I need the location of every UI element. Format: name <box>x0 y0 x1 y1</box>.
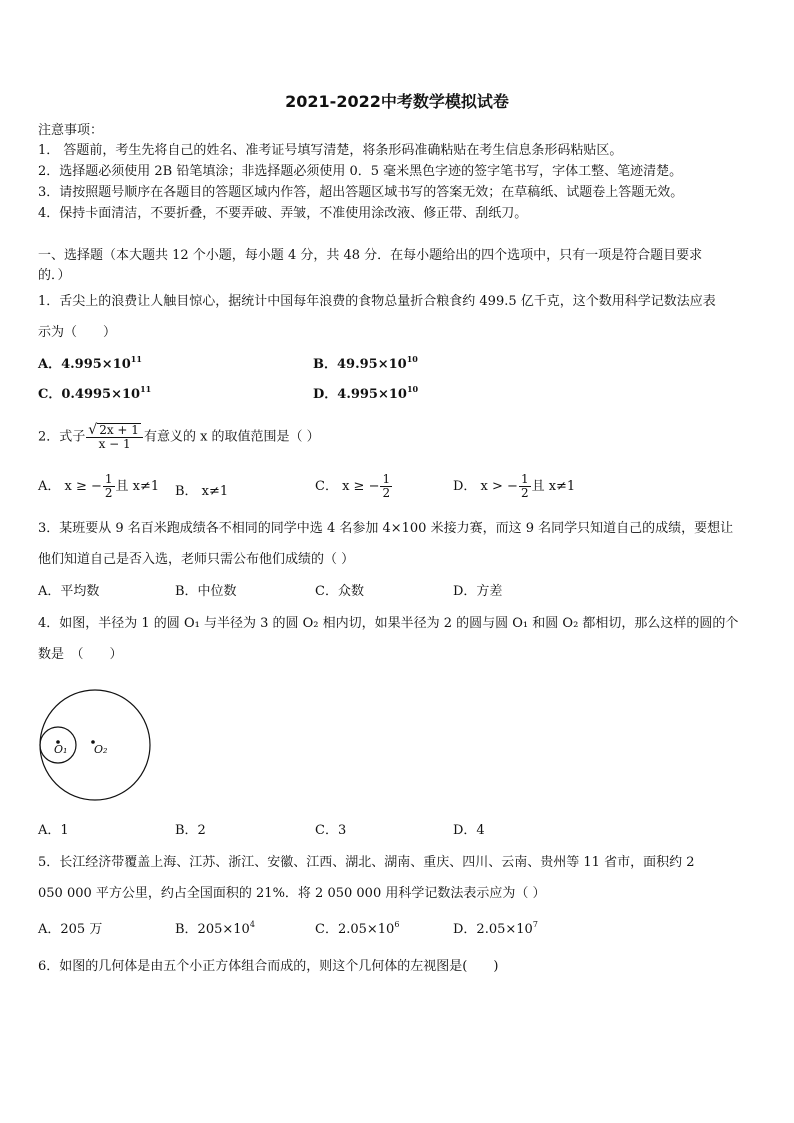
notice-item: 4．保持卡面清洁，不要折叠，不要弄破、弄皱，不准使用涂改液、修正带、刮纸刀。 <box>38 206 528 221</box>
q1-option-a[interactable]: A．$4.995\times 10^{11}$ <box>38 354 142 372</box>
notice-item: 1． 答题前，考生先将自己的姓名、准考证号填写清楚，将条形码准确粘贴在考生信息条形码粘贴区。 <box>38 143 623 158</box>
section-heading: 一、选择题（本大题共 12 个小题，每小题 4 分，共 48 分．在每小题给出的四个选项中，只有一项是符合题目要求 <box>38 248 703 263</box>
question-5-stem: 5．长江经济带覆盖上海、江苏、浙江、安徽、江西、湖北、湖南、重庆、四川、云南、贵州等 11 省市，面积约 2 <box>38 855 695 870</box>
q2-option-d[interactable]: D． x > − $\frac{1}{2}$ 且 x≠1 <box>453 472 576 500</box>
notice-item: 2．选择题必须使用 2B 铅笔填涂；非选择题必须使用 0．5 毫米黑色字迹的签字笔书写，字体工整、笔迹清楚。 <box>38 164 683 179</box>
q5-option-c[interactable]: C．$2.05\times 10^6$ <box>315 920 400 937</box>
q2-option-b[interactable]: B． x≠1 <box>175 484 229 499</box>
question-3-stem: 3．某班要从 9 名百米跑成绩各不相同的同学中选 4 名参加 4×100 米接力赛，而这 9 名同学只知道自己的成绩，要想让 <box>38 521 734 536</box>
q3-option-c[interactable]: C．众数 <box>315 584 364 599</box>
q2-option-a[interactable]: A． x ≥ − $\frac{1}{2}$ 且 x≠1 <box>38 472 160 500</box>
notice-heading: 注意事项： <box>38 123 104 138</box>
page-title: 2021-2022中考数学模拟试卷 <box>285 92 509 111</box>
q4-option-d[interactable]: D．4 <box>453 823 485 838</box>
section-heading-cont: 的．） <box>38 268 71 283</box>
question-1-stem-cont: 示为（ ） <box>38 325 117 340</box>
q4-option-c[interactable]: C．3 <box>315 823 347 838</box>
label-o1: O₁ <box>54 743 68 756</box>
question-6-stem: 6．如图的几何体是由五个小正方体组合而成的，则这个几何体的左视图是( ) <box>38 959 499 974</box>
q5-option-b[interactable]: B．$205\times 10^4$ <box>175 920 255 937</box>
q2-option-c[interactable]: C． x ≥ − $\frac{1}{2}$ <box>315 472 391 500</box>
q1-option-c[interactable]: C．$0.4995\times 10^{11}$ <box>38 384 152 402</box>
question-3-stem-cont: 他们知道自己是否入选，老师只需公布他们成绩的（ ） <box>38 552 355 567</box>
question-1-stem: 1．舌尖上的浪费让人触目惊心，据统计中国每年浪费的食物总量折合粮食约 499.5 亿千克，这个数用科学记数法应表 <box>38 294 716 309</box>
question-4-stem-cont: 数是 （ ） <box>38 647 123 662</box>
question-2-stem: 2．式子 $\frac{√ 2x + 1}{x - 1}$ 有意义的 x 的取值范围是（ ） <box>38 422 320 451</box>
question-4-stem: 4．如图，半径为 1 的圆 O₁ 与半径为 3 的圆 O₂ 相内切，如果半径为 2 的圆与圆 O₁ 和圆 O₂ 都相切，那么这样的圆的个 <box>38 616 739 631</box>
notice-item: 3．请按照题号顺序在各题目的答题区域内作答，超出答题区域书写的答案无效；在草稿纸、试题卷上答题无效。 <box>38 185 684 200</box>
q5-option-a[interactable]: A．205 万 <box>38 922 103 937</box>
q1-option-d[interactable]: D．$4.995\times 10^{10}$ <box>313 384 419 402</box>
q3-option-d[interactable]: D．方差 <box>453 584 503 599</box>
q1-option-b[interactable]: B．$49.95\times 10^{10}$ <box>313 354 418 372</box>
q4-option-b[interactable]: B．2 <box>175 823 206 838</box>
q5-option-d[interactable]: D．$2.05\times 10^7$ <box>453 920 538 937</box>
label-o2: O₂ <box>94 743 108 756</box>
q3-option-b[interactable]: B．中位数 <box>175 584 237 599</box>
q3-option-a[interactable]: A．平均数 <box>38 584 100 599</box>
q4-option-a[interactable]: A．1 <box>38 823 69 838</box>
tangent-circles-figure <box>34 686 156 806</box>
question-5-stem-cont: 050 000 平方公里，约占全国面积的 21%．将 2 050 000 用科学记数法表示应为（ ） <box>38 886 546 901</box>
